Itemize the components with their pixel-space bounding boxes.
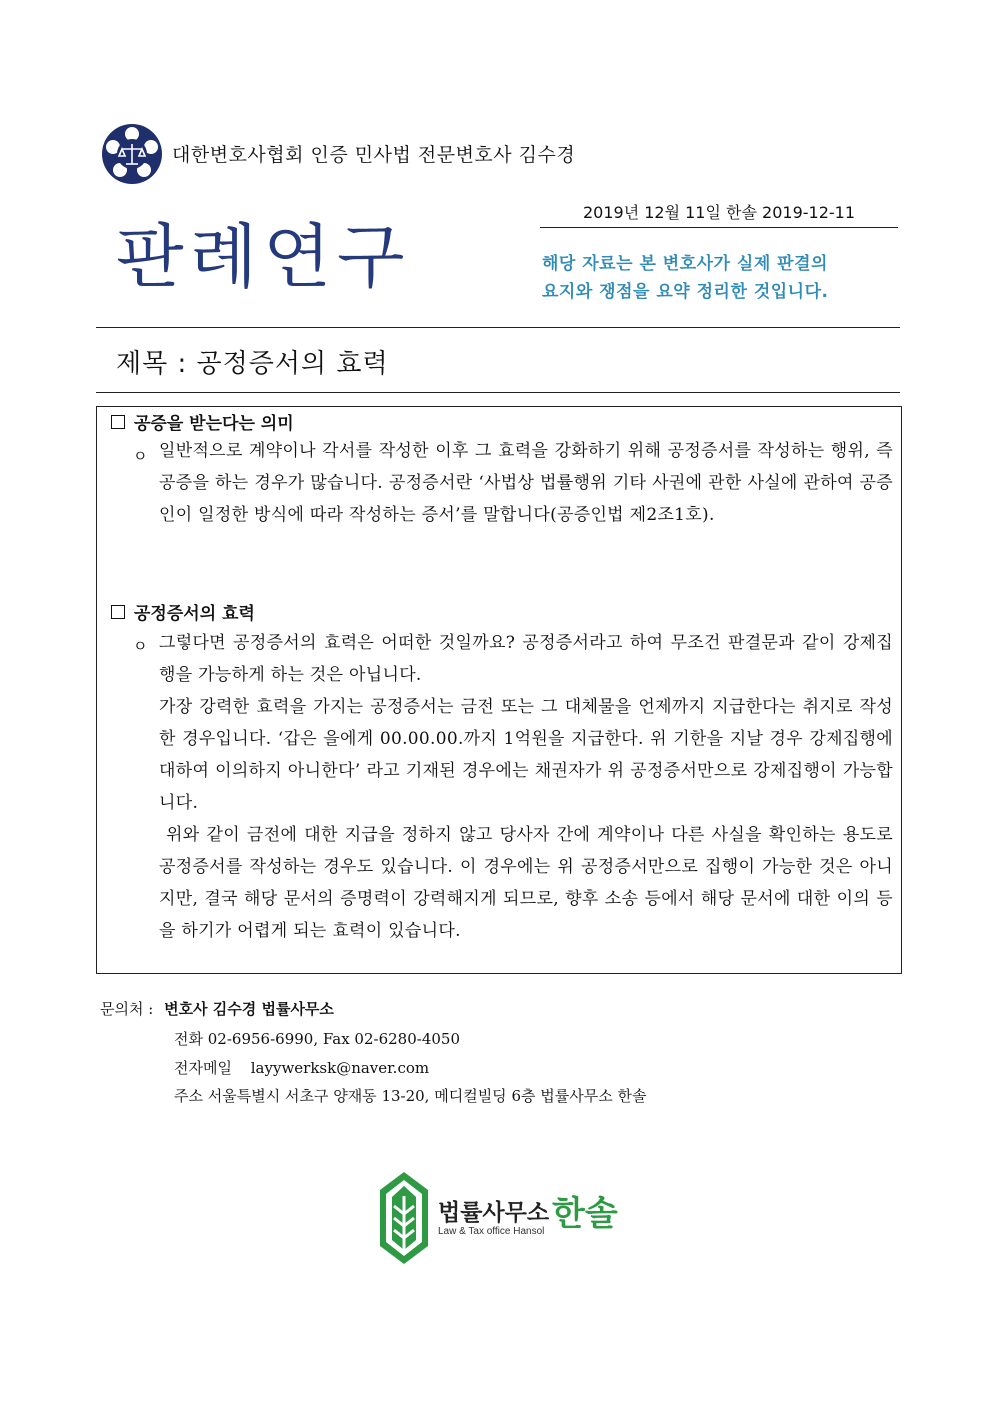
bar-association-emblem-icon: [100, 122, 164, 186]
document-date: 2019년 12월 11일 한솔 2019-12-11: [540, 200, 898, 228]
content-box: [96, 406, 902, 974]
email-address: layywerksk@naver.com: [250, 1059, 430, 1077]
section-heading-1: [111, 409, 294, 434]
hansol-leaf-icon: [376, 1170, 432, 1266]
hansol-logo: [376, 1170, 636, 1266]
logo-name-en: Law & Tax office Hansol: [438, 1226, 545, 1237]
notice-line-2: 요지와 쟁점을 요약 정리한 것입니다.: [542, 282, 829, 302]
contact-label: 문의처 :: [100, 1000, 154, 1018]
checkbox-icon: [111, 415, 125, 429]
page-title: 판례연구: [116, 216, 411, 298]
section-2-paragraph-3: 위와 같이 금전에 대한 지급을 정하지 않고 당사자 간에 계약이나 다른 사실을 확인하는 용도로 공정증서를 작성하는 경우도 있습니다. 이 경우에는 위 공정증서만으로 집행이 가능한 것은 아니지만, 결국 해당 문서의 증명력이 강력해지게 되므로, 향후 소송 등에서 해당 문서에 대한 이의 등을 하기가 어렵게 되는 효력이 있습니다.: [159, 825, 899, 941]
contact-email-line: [174, 1057, 429, 1078]
checkbox-icon: [111, 605, 125, 619]
divider-top: [96, 327, 900, 328]
notice-text: [542, 250, 902, 306]
email-label: 전자메일: [174, 1059, 232, 1077]
section-2-paragraph-2: 가장 강력한 효력을 가지는 공정증서는 금전 또는 그 대체물을 언제까지 지급한다는 취지로 작성한 경우입니다. ‘갑은 을에게 00.00.00.까지 1억원을 지급한다. 위 기한을 지날 경우 강제집행에 대하여 이의하지 아니한다’ 라고 기재된 경우에는 채권자가 위 공정증서만으로 강제집행이 가능합니다.: [159, 697, 893, 813]
contact-address: 주소 서울특별시 서초구 양재동 13-20, 메디컬빌딩 6층 법률사무소 한솔: [174, 1087, 647, 1105]
logo-name-ko: 법률사무소: [438, 1199, 550, 1225]
bullet-icon: ㅇ: [133, 637, 148, 655]
section-1-paragraph: 일반적으로 계약이나 각서를 작성한 이후 그 효력을 강화하기 위해 공정증서를 작성하는 행위, 즉 공증을 하는 경우가 많습니다. 공정증서란 ‘사법상 법률행위 기타 사권에 관한 사실에 관하여 공증인이 일정한 방식에 따라 작성하는 증서’를 말합니다(공증인법 제2조1호).: [159, 441, 893, 525]
certification-text: 대한변호사협회 인증 민사법 전문변호사 김수경: [172, 144, 576, 166]
divider-bottom: [96, 392, 900, 393]
section-heading-text: 공증을 받는다는 의미: [134, 414, 294, 434]
subject-title: 제목 : 공정증서의 효력: [116, 349, 389, 379]
bullet-icon: ㅇ: [133, 447, 148, 465]
contact-line-1: [100, 998, 334, 1019]
contact-name: 변호사 김수경 법률사무소: [164, 1000, 334, 1018]
logo-brand: 한솔: [552, 1195, 618, 1233]
section-heading-text: 공정증서의 효력: [134, 604, 255, 624]
contact-phone: 전화 02-6956-6990, Fax 02-6280-4050: [174, 1030, 460, 1048]
notice-line-1: 해당 자료는 본 변호사가 실제 판결의: [542, 254, 828, 274]
section-heading-2: [111, 599, 255, 624]
section-2-paragraph-1: 그렇다면 공정증서의 효력은 어떠한 것일까요? 공정증서라고 하여 무조건 판결문과 같이 강제집행을 가능하게 하는 것은 아닙니다.: [159, 633, 893, 685]
